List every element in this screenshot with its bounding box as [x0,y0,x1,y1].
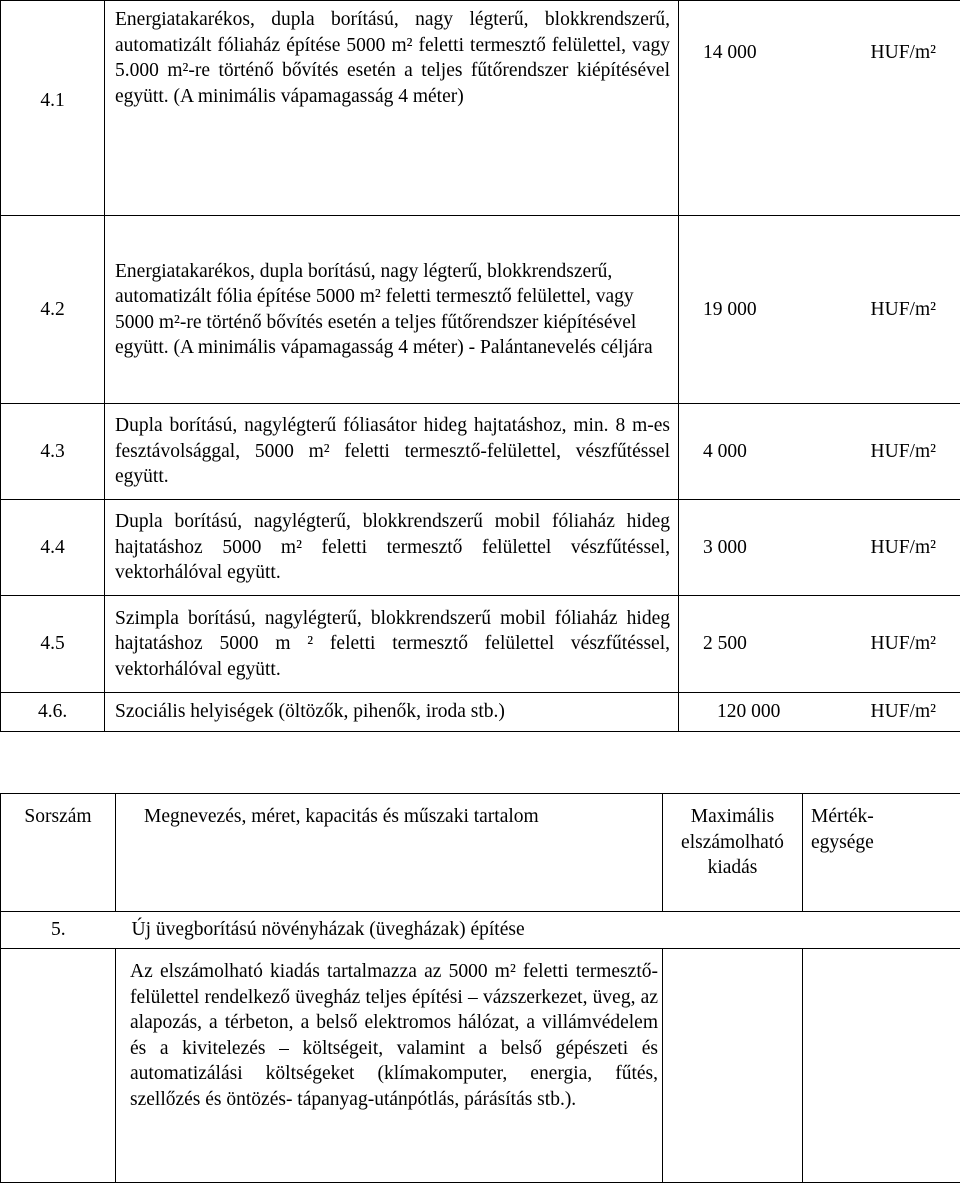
row-description: Energiatakarékos, dupla borítású, nagy légterű, blokkrendszerű, automatizált fóliaház építése 5000 m² feletti termesztő felülettel, vagy 5.000 m²-re történő bővítés esetén a teljes fűtőrendszer kiépítésével együtt. (A minimális vápamagasság 4 méter) [105,1,679,216]
row-number: 4.5 [1,596,105,693]
section-title: Új üvegborítású növényházak (üvegházak) építése [116,912,960,949]
table-header-row [1,794,960,912]
header-sorszam: Sorszám [1,794,116,912]
price-amount: 4 000 [703,439,747,465]
table-row [1,500,960,596]
row-number: 4.6. [1,693,105,732]
cost-table-5 [0,793,960,1183]
section-number: 5. [1,912,116,949]
empty-cell [663,949,803,1183]
price-amount: 19 000 [703,297,757,323]
row-description: Dupla borítású, nagylégterű, blokkrendszerű mobil fóliaház hideg hajtatáshoz 5000 m² feletti termesztő felülettel vészfűtéssel, vektorhálóval együtt. [105,500,679,596]
row-description: Szociális helyiségek (öltözők, pihenők, iroda stb.) [105,693,679,732]
empty-cell [803,949,960,1183]
table-row [1,693,960,732]
price-unit: HUF/m² [871,699,936,725]
row-number: 4.2 [1,216,105,404]
row-number: 4.3 [1,404,105,500]
table-row [1,1,960,216]
price-unit: HUF/m² [871,439,936,465]
row-number: 4.4 [1,500,105,596]
empty-cell [1,949,116,1183]
price-amount: 3 000 [703,535,747,561]
price-amount: 2 500 [703,631,747,657]
table-row [1,949,960,1183]
row-description: Az elszámolható kiadás tartalmazza az 5000 m² feletti termesztő-felülettel rendelkező üvegház teljes építési – vázszerkezet, üveg, az alapozás, a térbeton, a belső elektromos hálózat, a villámvédelem és a kivitelezés – költségeit, valamint a belső gépészeti és automatizálási költségeket (klímakomputer, energia, fűtés, szellőzés és öntözés- tápanyag-utánpótlás, párásítás stb.). [116,949,663,1183]
table-row [1,216,960,404]
row-description: Energiatakarékos, dupla borítású, nagy légterű, blokkrendszerű, automatizált fólia építése 5000 m² feletti termesztő felülettel, vagy 5000 m²-re történő bővítés esetén a teljes fűtőrendszer kiépítésével együtt. (A minimális vápamagasság 4 méter) - Palántanevelés céljára [105,216,679,404]
table-row [1,596,960,693]
row-price [679,404,960,500]
price-unit: HUF/m² [871,40,936,66]
section-row [1,912,960,949]
row-price [679,693,960,732]
price-unit: HUF/m² [871,535,936,561]
header-max-kiadas: Maximális elszámolható kiadás [663,794,803,912]
price-amount: 120 000 [717,699,780,725]
row-price [679,216,960,404]
row-description: Szimpla borítású, nagylégterű, blokkrendszerű mobil fóliaház hideg hajtatáshoz 5000 m ² feletti termesztő felülettel vészfűtéssel, vektorhálóval együtt. [105,596,679,693]
row-price [679,500,960,596]
header-megnevezes: Megnevezés, méret, kapacitás és műszaki tartalom [116,794,663,912]
row-price [679,1,960,216]
header-mertekegyseg: Mérték-egysége [803,794,960,912]
table-row [1,404,960,500]
price-unit: HUF/m² [871,297,936,323]
price-unit: HUF/m² [871,631,936,657]
row-number: 4.1 [1,1,105,216]
row-description: Dupla borítású, nagylégterű fóliasátor hideg hajtatáshoz, min. 8 m-es fesztávolsággal, 5000 m² feletti termesztő-felülettel, vészfűtéssel együtt. [105,404,679,500]
price-amount: 14 000 [703,40,757,66]
row-price [679,596,960,693]
